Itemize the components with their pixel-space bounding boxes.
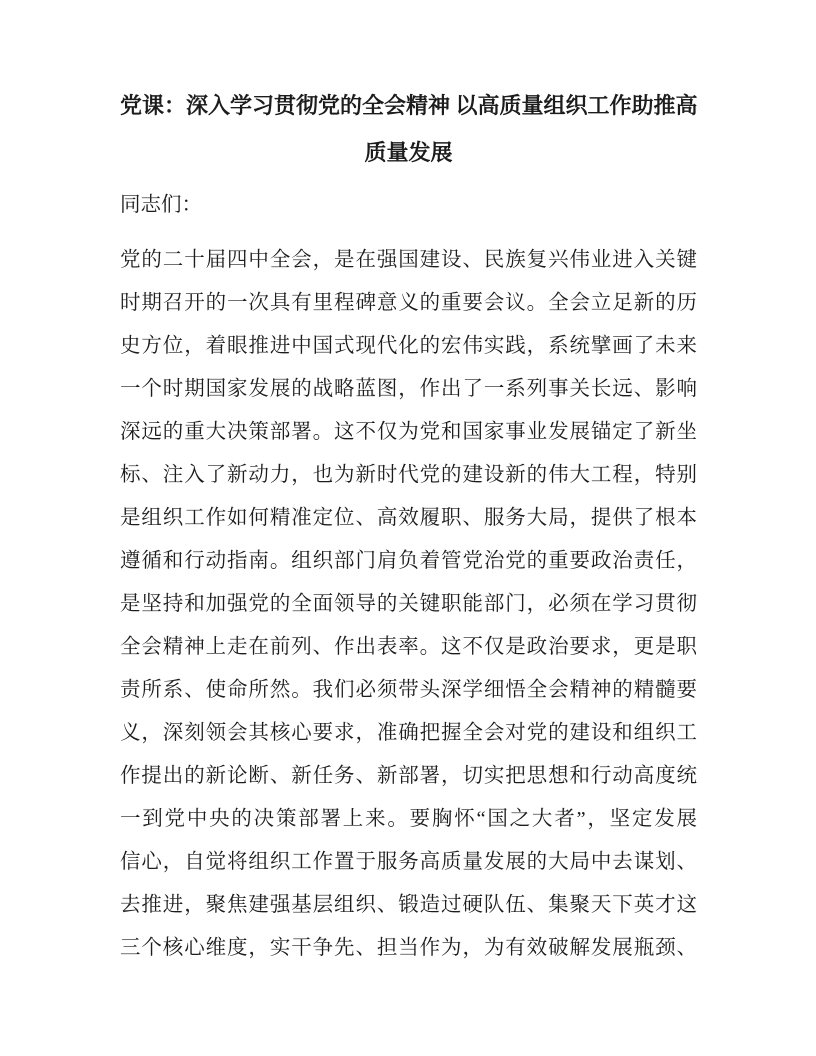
body-text-line: 深远的重大决策部署。这不仅为党和国家事业发展锚定了新坐	[120, 421, 697, 443]
title-line: 质量发展	[364, 140, 453, 165]
body-text-line: 是坚持和加强党的全面领导的关键职能部门，必须在学习贯彻	[120, 593, 697, 615]
body-text-line: 义，深刻领会其核心要求，准确把握全会对党的建设和组织工	[120, 722, 697, 744]
salutation: 同志们：	[120, 194, 202, 216]
body-text-line: 去推进，聚焦建强基层组织、锻造过硬队伍、集聚天下英才这	[120, 894, 697, 916]
body-text-line: 一到党中央的决策部署上来。要胸怀“国之大者”，坚定发展	[120, 808, 697, 830]
body-text-line: 是组织工作如何精准定位、高效履职、服务大局，提供了根本	[120, 507, 697, 529]
document-content	[0, 82, 816, 970]
body-text-line: 遵循和行动指南。组织部门肩负着管党治党的重要政治责任，	[120, 550, 697, 572]
body-text-line: 时期召开的一次具有里程碑意义的重要会议。全会立足新的历	[120, 292, 697, 314]
body-text-line: 全会精神上走在前列、作出表率。这不仅是政治要求，更是职	[120, 636, 697, 658]
body-text-line: 一个时期国家发展的战略蓝图，作出了一系列事关长远、影响	[120, 378, 697, 400]
body-text-line: 信心，自觉将组织工作置于服务高质量发展的大局中去谋划、	[120, 851, 697, 873]
body-text-line: 责所系、使命所然。我们必须带头深学细悟全会精神的精髓要	[120, 679, 697, 701]
title-line: 党课：深入学习贯彻党的全会精神 以高质量组织工作助推高	[120, 93, 698, 118]
body-text-line: 作提出的新论断、新任务、新部署，切实把思想和行动高度统	[120, 765, 697, 787]
body-text-line: 党的二十届四中全会，是在强国建设、民族复兴伟业进入关键	[120, 249, 697, 271]
document-title	[120, 82, 697, 176]
body-text-line: 史方位，着眼推进中国式现代化的宏伟实践，系统擘画了未来	[120, 335, 697, 357]
body-text-line: 标、注入了新动力，也为新时代党的建设新的伟大工程，特别	[120, 464, 697, 486]
body-paragraph	[120, 239, 697, 970]
body-text-line: 三个核心维度，实干争先、担当作为，为有效破解发展瓶颈、	[120, 937, 697, 959]
